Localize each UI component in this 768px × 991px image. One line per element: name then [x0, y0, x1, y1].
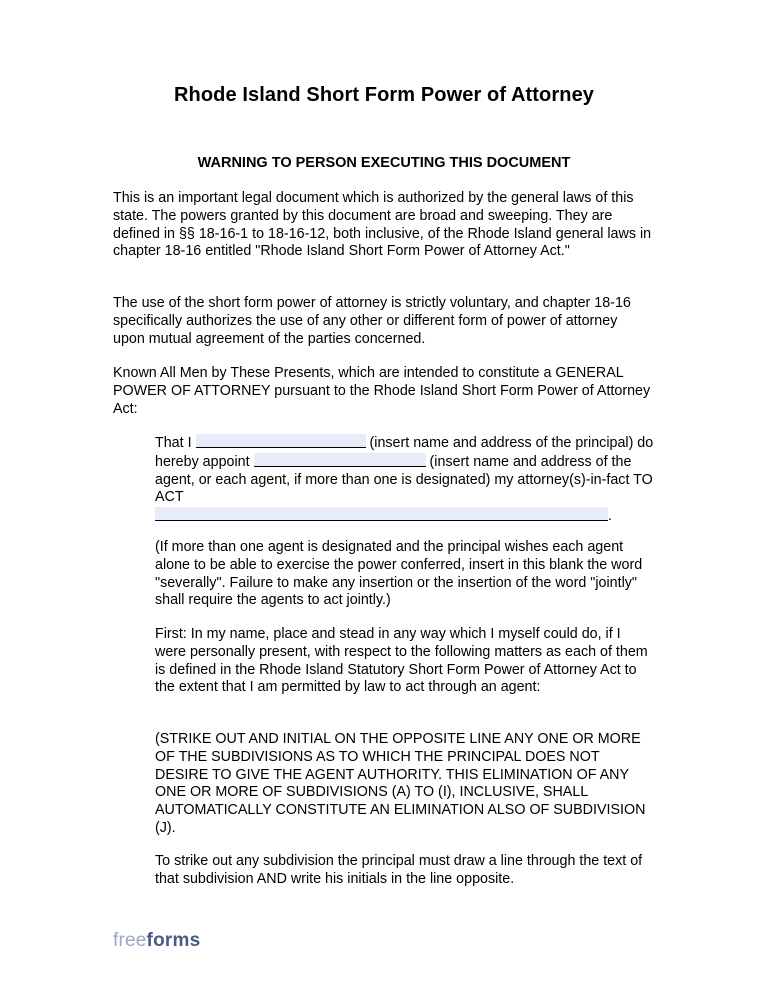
paragraph-strike-out-instructions: To strike out any subdivision the principal must draw a line through the text of that subdivision AND write his initials in the line opposite.	[155, 853, 643, 887]
paragraph-known-all-men: Known All Men by These Presents, which are intended to constitute a GENERAL POWER OF ATTORNEY pursuant to the Rhode Island Short Form Power of Attorney Act:	[113, 365, 651, 417]
paragraph-warning-body: This is an important legal document which is authorized by the general laws of this state. The powers granted by this document are broad and sweeping. They are defined in §§ 18-16-1 to 18-16-12, both inclusive, of the Rhode Island general laws in chapter 18-16 entitled "Rhode Island Short Form Power of Attorney Act."	[113, 190, 652, 260]
warning-heading: WARNING TO PERSON EXECUTING THIS DOCUMENT	[197, 155, 571, 171]
paragraph-strike-out-notice: (STRIKE OUT AND INITIAL ON THE OPPOSITE LINE ANY ONE OR MORE OF THE SUBDIVISIONS AS TO WHICH THE PRINCIPAL DOES NOT DESIRE TO GIVE THE AGENT AUTHORITY. THIS ELIMINATION OF ANY ONE OR MORE OF SUBDIVISIONS (A) TO (I), INCLUSIVE, SHALL AUTOMATICALLY CONSTITUTE AN ELIMINATION ALSO OF SUBDIVISION (J).	[155, 731, 646, 836]
paragraph-voluntary-use: The use of the short form power of attorney is strictly voluntary, and chapter 18-16 specifically authorizes the use of any other or different form of power of attorney upon mutual agreement of the parties concerned.	[113, 295, 631, 347]
principal-name-address-field[interactable]	[196, 434, 366, 448]
paragraph-first-clause: First: In my name, place and stead in any way which I myself could do, if I were personally present, with respect to the following matters as each of them is defined in the Rhode Island Statutory Short Form Power of Attorney Act to the extent that I am permitted by law to act through an agent:	[155, 626, 648, 696]
act-manner-field[interactable]	[155, 507, 608, 521]
freeforms-logo	[113, 930, 200, 952]
appointment-text-tail: (insert name and address of the agent, or each agent, if more than one is designated) my attorney(s)-in-fact TO ACT	[155, 453, 653, 506]
agent-name-address-field[interactable]	[254, 453, 426, 467]
logo-text-light: free	[113, 930, 147, 951]
page-title: Rhode Island Short Form Power of Attorney	[173, 84, 595, 106]
logo-text-bold: forms	[146, 930, 201, 951]
paragraph-severally-note: (If more than one agent is designated and the principal wishes each agent alone to be able to exercise the power conferred, insert in this blank the word "severally". Failure to make any insertion or the insertion of the word "jointly" shall require the agents to act jointly.)	[155, 539, 643, 609]
appointment-text-lead: That I	[155, 435, 196, 451]
appointment-text-period: .	[608, 508, 612, 525]
appointment-text-mid: (insert name and address of the principal) do hereby appoint	[155, 435, 654, 470]
paragraph-appointment	[155, 434, 655, 526]
